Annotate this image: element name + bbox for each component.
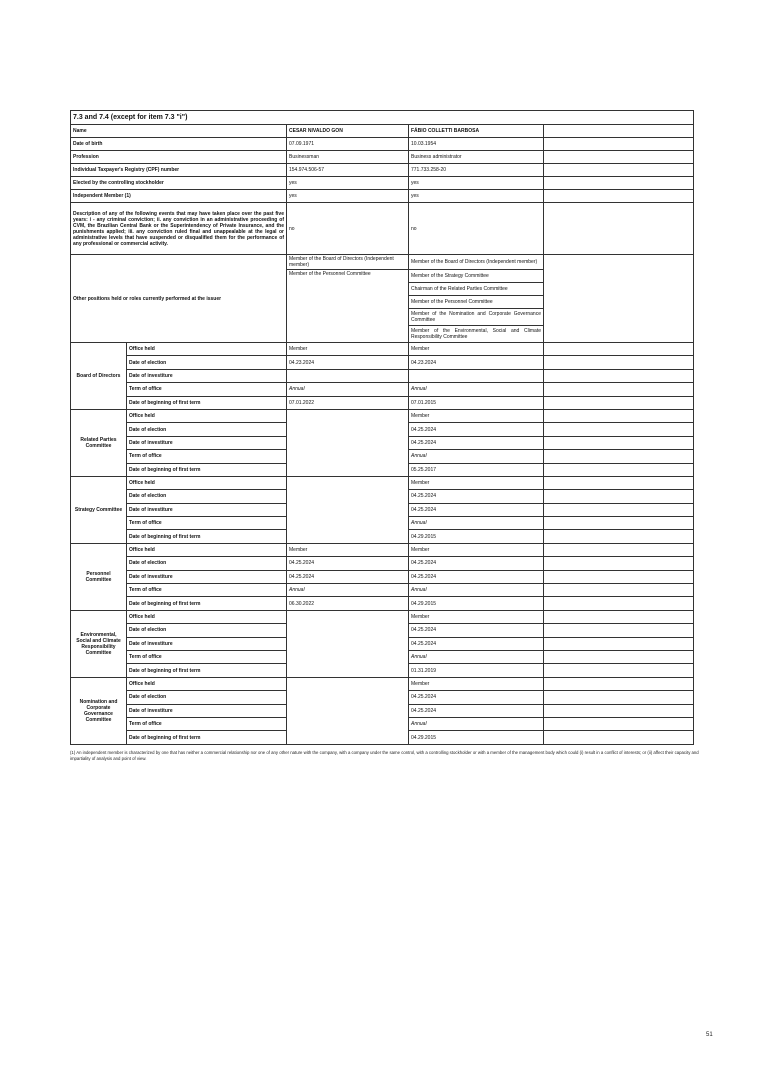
empty-cell: [544, 436, 694, 449]
field-label-office: Office held: [127, 409, 287, 422]
field-label-term: Term of office: [127, 450, 287, 463]
dob-p2: 10.03.1954: [409, 138, 544, 151]
person1-office: [287, 409, 409, 476]
person1-election: 04.25.2024: [287, 557, 409, 570]
empty-cell: [544, 356, 694, 369]
person2-election: 04.25.2024: [409, 490, 544, 503]
field-label-first-term: Date of beginning of first term: [127, 731, 287, 744]
committee-row: [71, 543, 694, 556]
person2-term: Annual: [409, 517, 544, 530]
profession-p2: Business administrator: [409, 151, 544, 164]
dob-p1: 07.09.1971: [287, 138, 409, 151]
person1-election: 04.23.2024: [287, 356, 409, 369]
empty-cell: [544, 650, 694, 663]
committee-row: [71, 369, 694, 382]
empty-cell: [544, 396, 694, 409]
empty-cell: [544, 177, 694, 190]
empty-cell: [544, 517, 694, 530]
empty-cell: [544, 203, 694, 255]
empty-cell: [544, 610, 694, 623]
person2-investiture: [409, 369, 544, 382]
committee-row: [71, 396, 694, 409]
empty-cell: [544, 409, 694, 422]
committee-name: Nomination and Corporate Governance Committee: [71, 677, 127, 744]
empty-cell: [544, 584, 694, 597]
field-label-office: Office held: [127, 476, 287, 489]
other-positions-p2-1: Member of the Strategy Committee: [409, 270, 544, 283]
person2-office: Member: [409, 343, 544, 356]
person2-first-term: 04.29.2015: [409, 597, 544, 610]
field-label-election: Date of election: [127, 557, 287, 570]
field-label-investiture: Date of investiture: [127, 637, 287, 650]
field-label-election: Date of election: [127, 624, 287, 637]
empty-cell: [544, 450, 694, 463]
person2-investiture: 04.25.2024: [409, 637, 544, 650]
field-label-term: Term of office: [127, 650, 287, 663]
description-p2: no: [409, 203, 544, 255]
person2-election: 04.23.2024: [409, 356, 544, 369]
cpf-p2: 771.733.258-20: [409, 164, 544, 177]
person1-office: Member: [287, 343, 409, 356]
elected-label: Elected by the controlling stockholder: [71, 177, 287, 190]
person2-investiture: 04.25.2024: [409, 436, 544, 449]
person1-investiture: [287, 369, 409, 382]
person1-office: [287, 610, 409, 677]
field-label-first-term: Date of beginning of first term: [127, 597, 287, 610]
field-label-office: Office held: [127, 610, 287, 623]
empty-cell: [544, 190, 694, 203]
cpf-p1: 154.974.506-57: [287, 164, 409, 177]
empty-cell: [544, 691, 694, 704]
empty-cell: [544, 369, 694, 382]
person2-election: 04.25.2024: [409, 557, 544, 570]
description-label: Description of any of the following events that may have taken place over the past five years: i - any criminal conviction; ii. any conviction in an administrative proceeding of CVM, the Brazilian Central Bank or the Superintendency of Private Insurance, and the punishments applied; iii. any conviction ruled final and unappealable at the legal or administrative levels that have suspended or disqualified them for the performance of any professional or commercial activity.: [71, 203, 287, 255]
committee-name: Related Parties Committee: [71, 409, 127, 476]
person2-first-term: 07.01.2015: [409, 396, 544, 409]
empty-cell: [544, 570, 694, 583]
person1-office: Member: [287, 543, 409, 556]
empty-cell: [544, 343, 694, 356]
empty-cell: [544, 490, 694, 503]
empty-cell: [544, 255, 694, 343]
field-label-office: Office held: [127, 343, 287, 356]
committee-row: [71, 409, 694, 422]
person1-first-term: 07.01.2022: [287, 396, 409, 409]
committee-row: [71, 476, 694, 489]
other-positions-p2-2: Chairman of the Related Parties Committee: [409, 283, 544, 296]
empty-cell: [544, 423, 694, 436]
other-positions-p2-3: Member of the Personnel Committee: [409, 296, 544, 309]
empty-cell: [544, 530, 694, 543]
independent-p1: yes: [287, 190, 409, 203]
person2-first-term: 04.29.2015: [409, 530, 544, 543]
field-label-election: Date of election: [127, 423, 287, 436]
field-label-first-term: Date of beginning of first term: [127, 664, 287, 677]
field-label-term: Term of office: [127, 383, 287, 396]
field-label-term: Term of office: [127, 717, 287, 730]
empty-cell: [544, 597, 694, 610]
dob-label: Date of birth: [71, 138, 287, 151]
profession-label: Profession: [71, 151, 287, 164]
empty-cell: [544, 383, 694, 396]
field-label-investiture: Date of investiture: [127, 436, 287, 449]
field-label-election: Date of election: [127, 356, 287, 369]
person2-office: Member: [409, 610, 544, 623]
person2-election: 04.25.2024: [409, 423, 544, 436]
directors-table: [70, 110, 694, 745]
elected-p1: yes: [287, 177, 409, 190]
person2-office: Member: [409, 677, 544, 690]
person2-investiture: 04.25.2024: [409, 704, 544, 717]
field-label-investiture: Date of investiture: [127, 704, 287, 717]
person2-first-term: 05.25.2017: [409, 463, 544, 476]
person2-term: Annual: [409, 717, 544, 730]
person2-term: Annual: [409, 383, 544, 396]
committee-name: Environmental, Social and Climate Responsibility Committee: [71, 610, 127, 677]
field-label-first-term: Date of beginning of first term: [127, 396, 287, 409]
committee-row: [71, 570, 694, 583]
other-positions-p2-4: Member of the Nomination and Corporate Governance Committee: [409, 309, 544, 326]
description-p1: no: [287, 203, 409, 255]
field-label-term: Term of office: [127, 517, 287, 530]
empty-cell: [544, 557, 694, 570]
section-title: 7.3 and 7.4 (except for item 7.3 "i"): [71, 111, 694, 125]
empty-cell: [544, 624, 694, 637]
empty-cell: [544, 125, 694, 138]
field-label-election: Date of election: [127, 490, 287, 503]
other-positions-p1-0: Member of the Board of Directors (Independent member): [287, 255, 409, 270]
empty-cell: [544, 664, 694, 677]
person1-term: Annual: [287, 584, 409, 597]
field-label-office: Office held: [127, 543, 287, 556]
person2-term: Annual: [409, 650, 544, 663]
person1-term: Annual: [287, 383, 409, 396]
field-label-investiture: Date of investiture: [127, 570, 287, 583]
page-number: 51: [706, 1032, 713, 1038]
empty-cell: [544, 151, 694, 164]
field-label-first-term: Date of beginning of first term: [127, 530, 287, 543]
committee-row: [71, 597, 694, 610]
empty-cell: [544, 731, 694, 744]
independent-label: Independent Member (1): [71, 190, 287, 203]
committee-row: [71, 677, 694, 690]
elected-p2: yes: [409, 177, 544, 190]
empty-cell: [544, 677, 694, 690]
committee-row: [71, 383, 694, 396]
person2-investiture: 04.25.2024: [409, 503, 544, 516]
other-positions-p2-0: Member of the Board of Directors (Independent member): [409, 255, 544, 270]
field-label-office: Office held: [127, 677, 287, 690]
committee-row: [71, 584, 694, 597]
person1-investiture: 04.25.2024: [287, 570, 409, 583]
field-label-investiture: Date of investiture: [127, 503, 287, 516]
independent-p2: yes: [409, 190, 544, 203]
empty-cell: [544, 463, 694, 476]
committee-name: Board of Directors: [71, 343, 127, 410]
name-label: Name: [71, 125, 287, 138]
person2-first-term: 04.29.2015: [409, 731, 544, 744]
person2-office: Member: [409, 543, 544, 556]
committee-name: Strategy Committee: [71, 476, 127, 543]
person2-term: Annual: [409, 450, 544, 463]
committee-row: [71, 356, 694, 369]
empty-cell: [544, 503, 694, 516]
empty-cell: [544, 637, 694, 650]
committee-row: [71, 557, 694, 570]
empty-cell: [544, 704, 694, 717]
empty-cell: [544, 543, 694, 556]
committee-row: [71, 610, 694, 623]
person2-name: FÁBIO COLLETTI BARBOSA: [409, 125, 544, 138]
cpf-label: Individual Taxpayer's Registry (CPF) number: [71, 164, 287, 177]
field-label-term: Term of office: [127, 584, 287, 597]
field-label-investiture: Date of investiture: [127, 369, 287, 382]
field-label-election: Date of election: [127, 691, 287, 704]
person1-office: [287, 677, 409, 744]
committee-name: Personnel Committee: [71, 543, 127, 610]
person2-election: 04.25.2024: [409, 691, 544, 704]
person1-name: CESAR NIVALDO GON: [287, 125, 409, 138]
person2-election: 04.25.2024: [409, 624, 544, 637]
footnote: (1) An independent member is characterized by one that has neither a commercial relationship nor one of any other nature with the company, with a company under the same control, with a controlling stockholder or with a member of the management body which could (i) result in a conflict of interests; or (ii) affect their capacity and impartiality of analysis and point of view.: [70, 750, 699, 761]
empty-cell: [544, 717, 694, 730]
person2-first-term: 01.31.2019: [409, 664, 544, 677]
person1-office: [287, 476, 409, 543]
person1-first-term: 06.30.2022: [287, 597, 409, 610]
person2-office: Member: [409, 409, 544, 422]
committee-row: [71, 343, 694, 356]
other-positions-p2-5: Member of the Environmental, Social and Climate Responsibility Committee: [409, 326, 544, 343]
empty-cell: [544, 476, 694, 489]
empty-cell: [544, 138, 694, 151]
person2-office: Member: [409, 476, 544, 489]
person2-investiture: 04.25.2024: [409, 570, 544, 583]
empty-cell: [544, 164, 694, 177]
person2-term: Annual: [409, 584, 544, 597]
profession-p1: Businessman: [287, 151, 409, 164]
other-positions-label: Other positions held or roles currently performed at the issuer: [71, 255, 287, 343]
other-positions-p1-1: Member of the Personnel Committee: [287, 270, 409, 343]
field-label-first-term: Date of beginning of first term: [127, 463, 287, 476]
